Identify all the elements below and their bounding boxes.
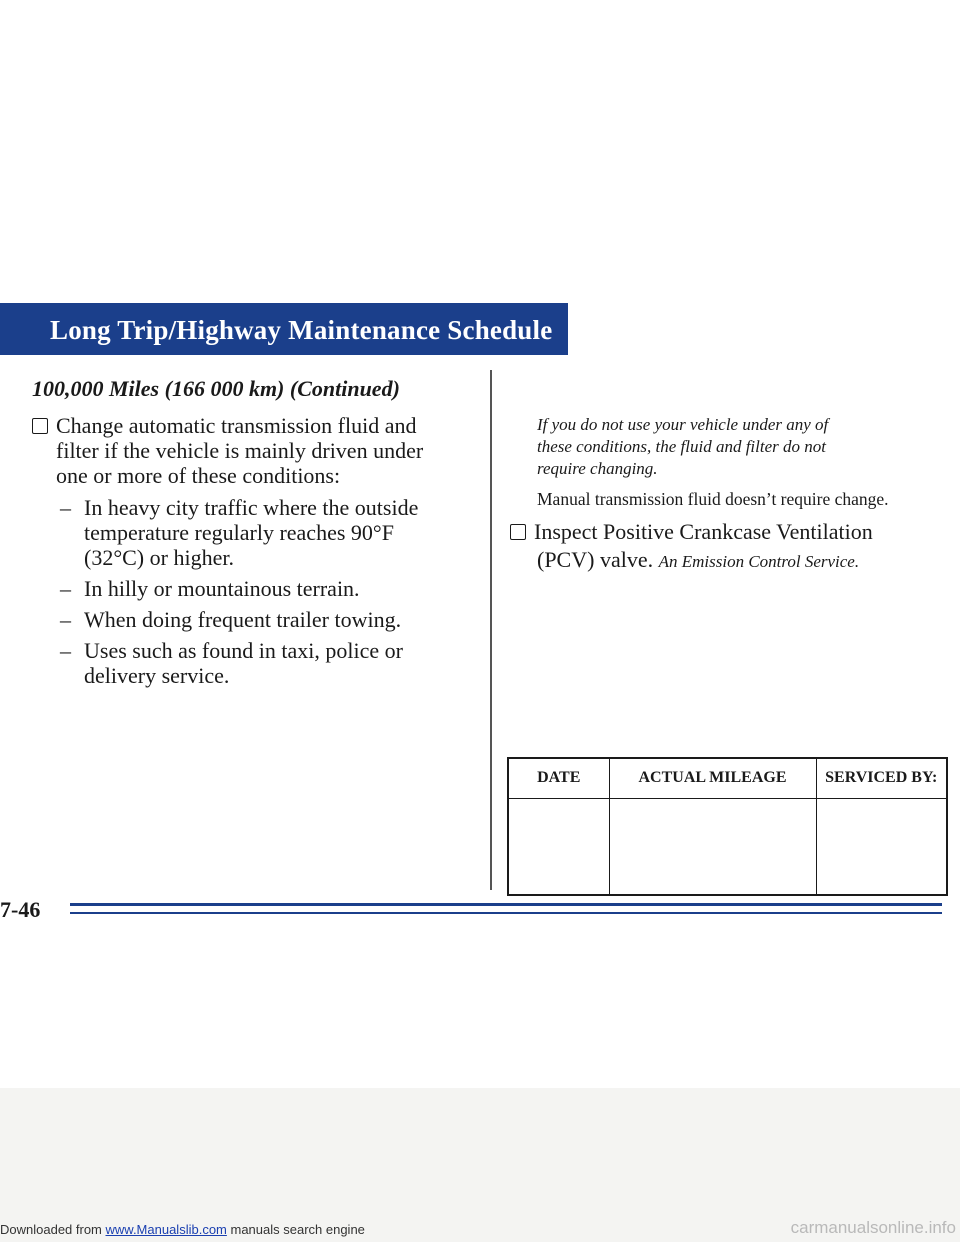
condition-text: When doing frequent trailer towing. [84,607,402,632]
column-header-serviced-by: SERVICED BY: [816,758,947,798]
site-watermark: carmanualsonline.info [790,1218,956,1237]
item-text: one or more of these conditions: [56,463,341,488]
section-heading: 100,000 Miles (166 000 km) (Continued) [32,376,400,401]
service-record-table [507,757,948,896]
item-text: Change automatic transmission fluid and [56,413,417,438]
serviced-by-cell[interactable] [816,798,947,895]
footer-rule [70,912,942,914]
dash-icon: – [60,576,71,601]
date-cell[interactable] [508,798,609,895]
item-line [32,413,472,438]
item-line [510,518,940,546]
condition-item [60,638,480,688]
condition-text: In heavy city traffic where the outside [84,495,419,520]
item-line [510,546,940,576]
item-line [32,438,472,463]
condition-item [60,495,480,570]
manual-transmission-note: Manual transmission fluid doesn’t require change. [537,489,889,509]
item-text: Inspect Positive Crankcase Ventilation [534,519,873,544]
item-text: filter if the vehicle is mainly driven under [56,438,424,463]
mileage-cell[interactable] [609,798,816,895]
watermark-suffix: manuals search engine [226,1222,365,1237]
table-row [508,798,947,895]
maintenance-item-transmission [32,413,472,488]
condition-item [60,607,480,632]
column-divider [490,370,492,890]
manualslib-link[interactable]: www.Manualslib.com [105,1222,227,1237]
page-number: 7-46 [0,897,41,922]
condition-text: Uses such as found in taxi, police or [84,638,403,663]
dash-icon: – [60,495,71,520]
checkbox-icon[interactable] [32,418,48,434]
dash-icon: – [60,638,71,663]
page-title: Long Trip/Highway Maintenance Schedule [50,315,553,345]
condition-text: delivery service. [84,663,230,688]
dash-icon: – [60,607,71,632]
column-header-mileage: ACTUAL MILEAGE [609,758,816,798]
column-header-date: DATE [508,758,609,798]
checkbox-icon[interactable] [510,524,526,540]
condition-item [60,576,480,601]
download-watermark [0,1222,365,1237]
item-line [32,463,472,488]
italic-note [537,414,907,480]
condition-text: In hilly or mountainous terrain. [84,576,360,601]
condition-text: temperature regularly reaches 90°F [84,520,394,545]
service-type-note: An Emission Control Service. [658,552,860,571]
watermark-prefix: Downloaded from [0,1222,106,1237]
condition-text: (32°C) or higher. [84,545,234,570]
table-header-row [508,758,947,798]
note-line: If you do not use your vehicle under any of [537,415,829,434]
footer-rule [70,903,942,906]
note-line: require changing. [537,459,658,478]
header-bar [0,303,568,355]
note-line: these conditions, the fluid and filter do not [537,437,826,456]
maintenance-item-pcv [510,518,940,576]
item-text: (PCV) valve. [537,547,654,572]
